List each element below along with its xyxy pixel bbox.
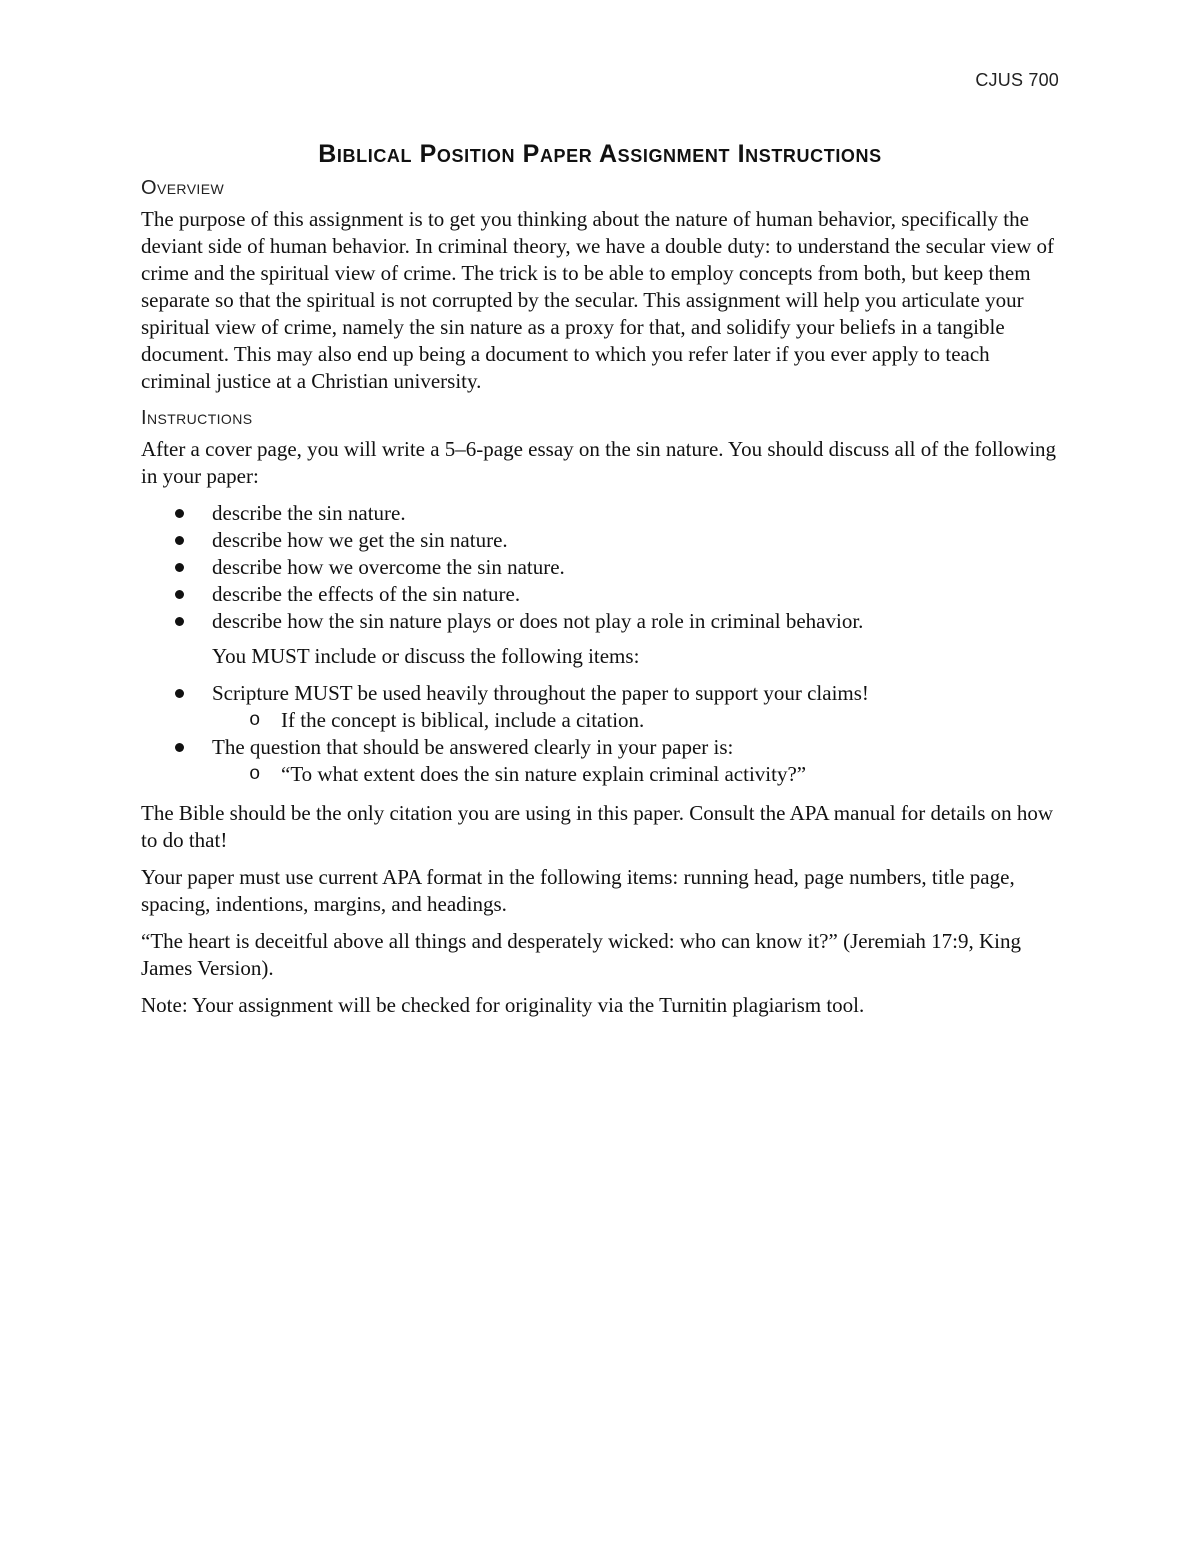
requirement-sublist [212, 761, 1059, 788]
list-item: describe the sin nature. [141, 500, 1059, 527]
page-title: Biblical Position Paper Assignment Instructions [318, 140, 882, 168]
list-item: describe how we get the sin nature. [141, 527, 1059, 554]
requirement-subitem: o “To what extent does the sin nature explain criminal activity?” [212, 761, 1059, 788]
instructions-intro: After a cover page, you will write a 5–6-page essay on the sin nature. You should discuss all of the following in your paper: [141, 437, 1057, 488]
list-item: describe the effects of the sin nature. [141, 581, 1059, 608]
document-body [141, 140, 1059, 1029]
requirement-item [141, 734, 1059, 788]
overview-heading: Overview [141, 177, 225, 199]
requirement-text: The question that should be answered clearly in your paper is: [212, 735, 734, 759]
requirement-sublist [212, 707, 1059, 734]
course-code: CJUS 700 [975, 70, 1059, 90]
instructions-heading: Instructions [141, 407, 253, 429]
requirements-list [141, 680, 1059, 788]
apa-format-text: Your paper must use current APA format in the following items: running head, page numbers, title page, spacing, indentions, margins, and headings. [141, 865, 1015, 916]
list-item: describe how we overcome the sin nature. [141, 554, 1059, 581]
scripture-quote: “The heart is deceitful above all things and desperately wicked: who can know it?” (Jeremiah 17:9, King James Version). [141, 929, 1021, 980]
must-include-intro: You MUST include or discuss the following items: [212, 644, 640, 668]
overview-text: The purpose of this assignment is to get you thinking about the nature of human behavior, specifically the deviant side of human behavior. In criminal theory, we have a double duty: to understand the secular view of crime and the spiritual view of crime. The trick is to be able to employ concepts from both, but keep them separate so that the spiritual is not corrupted by the secular. This assignment will help you articulate your spiritual view of crime, namely the sin nature as a proxy for that, and solidify your beliefs in a tangible document. This may also end up being a document to which you refer later if you ever apply to teach criminal justice at a Christian university. [141, 207, 1055, 393]
requirement-item [141, 680, 1059, 734]
requirement-subitem: o If the concept is biblical, include a citation. [212, 707, 1059, 734]
originality-note: Note: Your assignment will be checked for originality via the Turnitin plagiarism tool. [141, 993, 865, 1017]
requirement-text: Scripture MUST be used heavily throughout the paper to support your claims! [212, 681, 869, 705]
list-item: describe how the sin nature plays or does not play a role in criminal behavior. [141, 608, 1059, 635]
topics-list [141, 500, 1059, 635]
bible-citation-text: The Bible should be the only citation you are using in this paper. Consult the APA manual for details on how to do that! [141, 801, 1054, 852]
